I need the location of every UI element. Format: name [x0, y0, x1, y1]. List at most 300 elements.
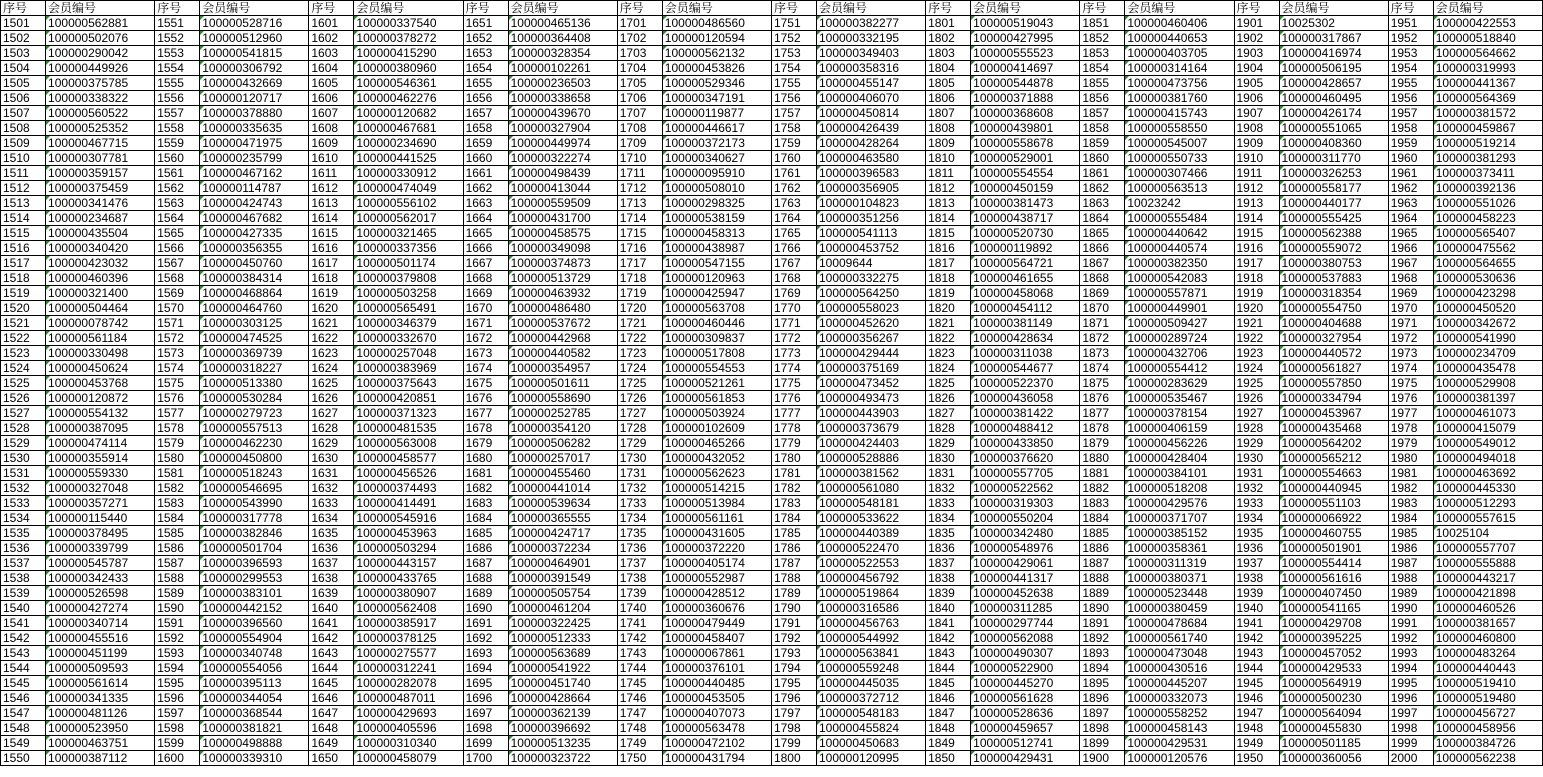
member-id-cell[interactable]: 100000413044 — [508, 181, 617, 196]
member-id-cell[interactable]: 100000474049 — [354, 181, 463, 196]
member-id-cell[interactable]: 100000452620 — [816, 316, 925, 331]
member-id-cell[interactable]: 100000562238 — [1433, 751, 1542, 766]
seq-cell[interactable]: 1740 — [617, 601, 662, 616]
seq-cell[interactable]: 1656 — [463, 91, 508, 106]
member-id-cell[interactable]: 100000486560 — [662, 16, 771, 31]
seq-cell[interactable]: 1658 — [463, 121, 508, 136]
header-member-cell[interactable]: 会员编号 — [46, 1, 155, 16]
member-id-cell[interactable]: 100000406159 — [1125, 421, 1234, 436]
member-id-cell[interactable]: 100000554553 — [662, 361, 771, 376]
member-id-cell[interactable]: 100000463932 — [508, 286, 617, 301]
seq-cell[interactable]: 1699 — [463, 736, 508, 751]
seq-cell[interactable]: 1760 — [771, 151, 816, 166]
header-member-cell[interactable]: 会员编号 — [1433, 1, 1542, 16]
member-id-cell[interactable]: 100000513380 — [200, 376, 309, 391]
seq-cell[interactable]: 1895 — [1080, 676, 1125, 691]
seq-cell[interactable]: 1622 — [309, 331, 354, 346]
header-seq-cell[interactable]: 序号 — [926, 1, 971, 16]
member-id-cell[interactable]: 100000453967 — [1279, 406, 1388, 421]
member-id-cell[interactable]: 100000095910 — [662, 166, 771, 181]
member-id-cell[interactable]: 100000505754 — [508, 586, 617, 601]
seq-cell[interactable]: 1781 — [771, 466, 816, 481]
seq-cell[interactable]: 1980 — [1388, 451, 1433, 466]
seq-cell[interactable]: 1800 — [771, 751, 816, 766]
seq-cell[interactable]: 1624 — [309, 361, 354, 376]
seq-cell[interactable]: 1594 — [155, 661, 200, 676]
seq-cell[interactable]: 1769 — [771, 286, 816, 301]
seq-cell[interactable]: 1603 — [309, 46, 354, 61]
member-id-cell[interactable]: 100000431605 — [662, 526, 771, 541]
member-id-cell[interactable]: 100000375459 — [46, 181, 155, 196]
member-id-cell[interactable]: 100000518243 — [200, 466, 309, 481]
member-id-cell[interactable]: 100000459867 — [1433, 121, 1542, 136]
seq-cell[interactable]: 1818 — [926, 271, 971, 286]
seq-cell[interactable]: 1871 — [1080, 316, 1125, 331]
header-member-cell[interactable]: 会员编号 — [200, 1, 309, 16]
seq-cell[interactable]: 1936 — [1234, 541, 1279, 556]
seq-cell[interactable]: 1899 — [1080, 736, 1125, 751]
seq-cell[interactable]: 1966 — [1388, 241, 1433, 256]
member-id-cell[interactable]: 100000548976 — [971, 541, 1080, 556]
seq-cell[interactable]: 1517 — [1, 256, 46, 271]
member-id-cell[interactable]: 100000458068 — [971, 286, 1080, 301]
member-id-cell[interactable]: 100000408360 — [1279, 136, 1388, 151]
seq-cell[interactable]: 1939 — [1234, 586, 1279, 601]
member-id-cell[interactable]: 100000541990 — [1433, 331, 1542, 346]
seq-cell[interactable]: 1668 — [463, 271, 508, 286]
seq-cell[interactable]: 1546 — [1, 691, 46, 706]
member-id-cell[interactable]: 100000378272 — [354, 31, 463, 46]
seq-cell[interactable]: 1928 — [1234, 421, 1279, 436]
seq-cell[interactable]: 1536 — [1, 541, 46, 556]
member-id-cell[interactable]: 100000458577 — [354, 451, 463, 466]
seq-cell[interactable]: 1875 — [1080, 376, 1125, 391]
seq-cell[interactable]: 1828 — [926, 421, 971, 436]
seq-cell[interactable]: 1754 — [771, 61, 816, 76]
member-id-cell[interactable]: 100000461204 — [508, 601, 617, 616]
seq-cell[interactable]: 1796 — [771, 691, 816, 706]
seq-cell[interactable]: 1698 — [463, 721, 508, 736]
seq-cell[interactable]: 1585 — [155, 526, 200, 541]
seq-cell[interactable]: 1577 — [155, 406, 200, 421]
seq-cell[interactable]: 1521 — [1, 316, 46, 331]
seq-cell[interactable]: 1588 — [155, 571, 200, 586]
seq-cell[interactable]: 1676 — [463, 391, 508, 406]
seq-cell[interactable]: 1563 — [155, 196, 200, 211]
member-id-cell[interactable]: 100000373411 — [1433, 166, 1542, 181]
member-id-cell[interactable]: 100000546695 — [200, 481, 309, 496]
member-id-cell[interactable]: 100000303125 — [200, 316, 309, 331]
seq-cell[interactable]: 1505 — [1, 76, 46, 91]
seq-cell[interactable]: 1614 — [309, 211, 354, 226]
member-id-cell[interactable]: 100000332073 — [1125, 691, 1234, 706]
seq-cell[interactable]: 1736 — [617, 541, 662, 556]
member-id-cell[interactable]: 100000314164 — [1125, 61, 1234, 76]
member-id-cell[interactable]: 100000517808 — [662, 346, 771, 361]
member-id-cell[interactable]: 100000506195 — [1279, 61, 1388, 76]
seq-cell[interactable]: 1666 — [463, 241, 508, 256]
seq-cell[interactable]: 1616 — [309, 241, 354, 256]
member-id-cell[interactable]: 100000378880 — [200, 106, 309, 121]
seq-cell[interactable]: 1537 — [1, 556, 46, 571]
seq-cell[interactable]: 1958 — [1388, 121, 1433, 136]
seq-cell[interactable]: 1564 — [155, 211, 200, 226]
seq-cell[interactable]: 1860 — [1080, 151, 1125, 166]
seq-cell[interactable]: 1540 — [1, 601, 46, 616]
member-id-cell[interactable]: 100000446617 — [662, 121, 771, 136]
seq-cell[interactable]: 1823 — [926, 346, 971, 361]
seq-cell[interactable]: 1764 — [771, 211, 816, 226]
seq-cell[interactable]: 1697 — [463, 706, 508, 721]
seq-cell[interactable]: 1675 — [463, 376, 508, 391]
member-id-cell[interactable]: 100000440945 — [1279, 481, 1388, 496]
seq-cell[interactable]: 1669 — [463, 286, 508, 301]
member-id-cell[interactable]: 100000452638 — [971, 586, 1080, 601]
member-id-cell[interactable]: 100000455830 — [1279, 721, 1388, 736]
seq-cell[interactable]: 1896 — [1080, 691, 1125, 706]
seq-cell[interactable]: 1854 — [1080, 61, 1125, 76]
seq-cell[interactable]: 1653 — [463, 46, 508, 61]
seq-cell[interactable]: 1580 — [155, 451, 200, 466]
seq-cell[interactable]: 1657 — [463, 106, 508, 121]
member-id-cell[interactable]: 100000332195 — [816, 31, 925, 46]
seq-cell[interactable]: 1639 — [309, 586, 354, 601]
seq-cell[interactable]: 1791 — [771, 616, 816, 631]
seq-cell[interactable]: 1971 — [1388, 316, 1433, 331]
seq-cell[interactable]: 1804 — [926, 61, 971, 76]
seq-cell[interactable]: 1511 — [1, 166, 46, 181]
seq-cell[interactable]: 1572 — [155, 331, 200, 346]
member-id-cell[interactable]: 100000563689 — [508, 646, 617, 661]
member-id-cell[interactable]: 100000563841 — [816, 646, 925, 661]
seq-cell[interactable]: 1512 — [1, 181, 46, 196]
member-id-cell[interactable]: 100000236503 — [508, 76, 617, 91]
seq-cell[interactable]: 1888 — [1080, 571, 1125, 586]
member-id-cell[interactable]: 100000519410 — [1433, 676, 1542, 691]
seq-cell[interactable]: 1814 — [926, 211, 971, 226]
seq-cell[interactable]: 1620 — [309, 301, 354, 316]
member-id-cell[interactable]: 100000542083 — [1125, 271, 1234, 286]
member-id-cell[interactable]: 100000349098 — [508, 241, 617, 256]
member-id-cell[interactable]: 100000481535 — [354, 421, 463, 436]
seq-cell[interactable]: 1654 — [463, 61, 508, 76]
seq-cell[interactable]: 1999 — [1388, 736, 1433, 751]
seq-cell[interactable]: 1991 — [1388, 616, 1433, 631]
member-id-cell[interactable]: 100000513984 — [662, 496, 771, 511]
seq-cell[interactable]: 1611 — [309, 166, 354, 181]
seq-cell[interactable]: 1597 — [155, 706, 200, 721]
member-id-cell[interactable]: 100000427995 — [971, 31, 1080, 46]
member-id-cell[interactable]: 100000440389 — [816, 526, 925, 541]
seq-cell[interactable]: 1651 — [463, 16, 508, 31]
member-id-cell[interactable]: 100000500230 — [1279, 691, 1388, 706]
seq-cell[interactable]: 1783 — [771, 496, 816, 511]
seq-cell[interactable]: 1713 — [617, 196, 662, 211]
member-id-cell[interactable]: 100000360676 — [662, 601, 771, 616]
seq-cell[interactable]: 1900 — [1080, 751, 1125, 766]
seq-cell[interactable]: 1848 — [926, 721, 971, 736]
member-id-cell[interactable]: 10009644 — [816, 256, 925, 271]
seq-cell[interactable]: 1507 — [1, 106, 46, 121]
seq-cell[interactable]: 1745 — [617, 676, 662, 691]
member-id-cell[interactable]: 100000473756 — [1125, 76, 1234, 91]
member-id-cell[interactable]: 100000342672 — [1433, 316, 1542, 331]
seq-cell[interactable]: 1960 — [1388, 151, 1433, 166]
seq-cell[interactable]: 1789 — [771, 586, 816, 601]
seq-cell[interactable]: 1553 — [155, 46, 200, 61]
member-id-cell[interactable]: 100000467162 — [200, 166, 309, 181]
seq-cell[interactable]: 1897 — [1080, 706, 1125, 721]
member-id-cell[interactable]: 100000319993 — [1433, 61, 1542, 76]
member-id-cell[interactable]: 100000378154 — [1125, 406, 1234, 421]
seq-cell[interactable]: 1972 — [1388, 331, 1433, 346]
member-id-cell[interactable]: 100000544677 — [971, 361, 1080, 376]
member-id-cell[interactable]: 100000431700 — [508, 211, 617, 226]
member-id-cell[interactable]: 100000381760 — [1125, 91, 1234, 106]
seq-cell[interactable]: 1912 — [1234, 181, 1279, 196]
member-id-cell[interactable]: 100000067861 — [662, 646, 771, 661]
member-id-cell[interactable]: 100000464901 — [508, 556, 617, 571]
member-id-cell[interactable]: 100000395113 — [200, 676, 309, 691]
seq-cell[interactable]: 1586 — [155, 541, 200, 556]
seq-cell[interactable]: 1943 — [1234, 646, 1279, 661]
seq-cell[interactable]: 1677 — [463, 406, 508, 421]
seq-cell[interactable]: 1964 — [1388, 211, 1433, 226]
member-id-cell[interactable]: 100000322425 — [508, 616, 617, 631]
seq-cell[interactable]: 1508 — [1, 121, 46, 136]
seq-cell[interactable]: 1632 — [309, 481, 354, 496]
member-id-cell[interactable]: 100000562132 — [662, 46, 771, 61]
seq-cell[interactable]: 1637 — [309, 556, 354, 571]
seq-cell[interactable]: 1920 — [1234, 301, 1279, 316]
member-id-cell[interactable]: 100000441014 — [508, 481, 617, 496]
member-id-cell[interactable]: 100000543990 — [200, 496, 309, 511]
seq-cell[interactable]: 1948 — [1234, 721, 1279, 736]
seq-cell[interactable]: 1902 — [1234, 31, 1279, 46]
seq-cell[interactable]: 1552 — [155, 31, 200, 46]
seq-cell[interactable]: 1523 — [1, 346, 46, 361]
seq-cell[interactable]: 1732 — [617, 481, 662, 496]
seq-cell[interactable]: 1990 — [1388, 601, 1433, 616]
member-id-cell[interactable]: 100000550204 — [971, 511, 1080, 526]
member-id-cell[interactable]: 100000428657 — [1279, 76, 1388, 91]
member-id-cell[interactable]: 100000528716 — [200, 16, 309, 31]
member-id-cell[interactable]: 100000429061 — [971, 556, 1080, 571]
member-id-cell[interactable]: 100000456727 — [1433, 706, 1542, 721]
member-id-cell[interactable]: 100000340714 — [46, 616, 155, 631]
member-id-cell[interactable]: 100000383969 — [354, 361, 463, 376]
member-id-cell[interactable]: 100000335635 — [200, 121, 309, 136]
member-id-cell[interactable]: 100000347191 — [662, 91, 771, 106]
header-member-cell[interactable]: 会员编号 — [971, 1, 1080, 16]
seq-cell[interactable]: 1865 — [1080, 226, 1125, 241]
member-id-cell[interactable]: 100000428664 — [508, 691, 617, 706]
seq-cell[interactable]: 1633 — [309, 496, 354, 511]
seq-cell[interactable]: 1560 — [155, 151, 200, 166]
seq-cell[interactable]: 1817 — [926, 256, 971, 271]
seq-cell[interactable]: 1528 — [1, 421, 46, 436]
member-id-cell[interactable]: 100000562408 — [354, 601, 463, 616]
seq-cell[interactable]: 1717 — [617, 256, 662, 271]
seq-cell[interactable]: 1874 — [1080, 361, 1125, 376]
seq-cell[interactable]: 1777 — [771, 406, 816, 421]
seq-cell[interactable]: 1630 — [309, 451, 354, 466]
member-id-cell[interactable]: 100000467682 — [200, 211, 309, 226]
seq-cell[interactable]: 1977 — [1388, 406, 1433, 421]
member-id-cell[interactable]: 100000551065 — [1279, 121, 1388, 136]
seq-cell[interactable]: 1795 — [771, 676, 816, 691]
member-id-cell[interactable]: 100000421898 — [1433, 586, 1542, 601]
member-id-cell[interactable]: 100000465136 — [508, 16, 617, 31]
seq-cell[interactable]: 1516 — [1, 241, 46, 256]
seq-cell[interactable]: 1544 — [1, 661, 46, 676]
seq-cell[interactable]: 1711 — [617, 166, 662, 181]
seq-cell[interactable]: 1963 — [1388, 196, 1433, 211]
member-id-cell[interactable]: 100000494018 — [1433, 451, 1542, 466]
member-id-cell[interactable]: 100000562088 — [971, 631, 1080, 646]
member-id-cell[interactable]: 100000382350 — [1125, 256, 1234, 271]
seq-cell[interactable]: 1855 — [1080, 76, 1125, 91]
seq-cell[interactable]: 1626 — [309, 391, 354, 406]
member-id-cell[interactable]: 100000541815 — [200, 46, 309, 61]
header-seq-cell[interactable]: 序号 — [155, 1, 200, 16]
seq-cell[interactable]: 1587 — [155, 556, 200, 571]
seq-cell[interactable]: 1812 — [926, 181, 971, 196]
seq-cell[interactable]: 1891 — [1080, 616, 1125, 631]
seq-cell[interactable]: 1746 — [617, 691, 662, 706]
member-id-cell[interactable]: 100000316586 — [816, 601, 925, 616]
member-id-cell[interactable]: 100000433765 — [354, 571, 463, 586]
seq-cell[interactable]: 1833 — [926, 496, 971, 511]
member-id-cell[interactable]: 100000356905 — [816, 181, 925, 196]
seq-cell[interactable]: 1645 — [309, 676, 354, 691]
seq-cell[interactable]: 1792 — [771, 631, 816, 646]
seq-cell[interactable]: 1801 — [926, 16, 971, 31]
member-id-cell[interactable]: 100000450683 — [816, 736, 925, 751]
seq-cell[interactable]: 1721 — [617, 316, 662, 331]
member-id-cell[interactable]: 100000311319 — [1125, 556, 1234, 571]
seq-cell[interactable]: 1691 — [463, 616, 508, 631]
seq-cell[interactable]: 1693 — [463, 646, 508, 661]
member-id-cell[interactable]: 100000380753 — [1279, 256, 1388, 271]
seq-cell[interactable]: 1681 — [463, 466, 508, 481]
member-id-cell[interactable]: 100000429444 — [816, 346, 925, 361]
seq-cell[interactable]: 1743 — [617, 646, 662, 661]
header-seq-cell[interactable]: 序号 — [771, 1, 816, 16]
member-id-cell[interactable]: 100000306792 — [200, 61, 309, 76]
member-id-cell[interactable]: 100000312241 — [354, 661, 463, 676]
seq-cell[interactable]: 1631 — [309, 466, 354, 481]
seq-cell[interactable]: 1591 — [155, 616, 200, 631]
seq-cell[interactable]: 1707 — [617, 106, 662, 121]
seq-cell[interactable]: 1831 — [926, 466, 971, 481]
seq-cell[interactable]: 1830 — [926, 451, 971, 466]
seq-cell[interactable]: 1504 — [1, 61, 46, 76]
member-id-cell[interactable]: 100000455824 — [816, 721, 925, 736]
member-id-cell[interactable]: 100000119877 — [662, 106, 771, 121]
seq-cell[interactable]: 1894 — [1080, 661, 1125, 676]
seq-cell[interactable]: 1965 — [1388, 226, 1433, 241]
member-id-cell[interactable]: 100000467715 — [46, 136, 155, 151]
seq-cell[interactable]: 1646 — [309, 691, 354, 706]
seq-cell[interactable]: 1558 — [155, 121, 200, 136]
seq-cell[interactable]: 1786 — [771, 541, 816, 556]
member-id-cell[interactable]: 100000435504 — [46, 226, 155, 241]
member-id-cell[interactable]: 100000311285 — [971, 601, 1080, 616]
seq-cell[interactable]: 1774 — [771, 361, 816, 376]
member-id-cell[interactable]: 100000498888 — [200, 736, 309, 751]
seq-cell[interactable]: 1845 — [926, 676, 971, 691]
member-id-cell[interactable]: 100000501185 — [1279, 736, 1388, 751]
member-id-cell[interactable]: 100000327954 — [1279, 331, 1388, 346]
member-id-cell[interactable]: 100000381572 — [1433, 106, 1542, 121]
seq-cell[interactable]: 1638 — [309, 571, 354, 586]
member-id-cell[interactable]: 100000346379 — [354, 316, 463, 331]
member-id-cell[interactable]: 100000564919 — [1279, 676, 1388, 691]
seq-cell[interactable]: 1907 — [1234, 106, 1279, 121]
member-id-cell[interactable]: 100000376101 — [662, 661, 771, 676]
member-id-cell[interactable]: 100000518840 — [1433, 31, 1542, 46]
member-id-cell[interactable]: 100000529908 — [1433, 376, 1542, 391]
member-id-cell[interactable]: 100000456763 — [816, 616, 925, 631]
member-id-cell[interactable]: 100000442152 — [200, 601, 309, 616]
seq-cell[interactable]: 1947 — [1234, 706, 1279, 721]
member-id-cell[interactable]: 100000514215 — [662, 481, 771, 496]
seq-cell[interactable]: 1515 — [1, 226, 46, 241]
member-id-cell[interactable]: 100000351256 — [816, 211, 925, 226]
seq-cell[interactable]: 1788 — [771, 571, 816, 586]
member-id-cell[interactable]: 100000503294 — [354, 541, 463, 556]
member-id-cell[interactable]: 100000279723 — [200, 406, 309, 421]
member-id-cell[interactable]: 100000441525 — [354, 151, 463, 166]
seq-cell[interactable]: 1604 — [309, 61, 354, 76]
member-id-cell[interactable]: 100000565491 — [354, 301, 463, 316]
seq-cell[interactable]: 1566 — [155, 241, 200, 256]
member-id-cell[interactable]: 100000529001 — [971, 151, 1080, 166]
seq-cell[interactable]: 1623 — [309, 346, 354, 361]
seq-cell[interactable]: 1595 — [155, 676, 200, 691]
member-id-cell[interactable]: 100000405174 — [662, 556, 771, 571]
seq-cell[interactable]: 1869 — [1080, 286, 1125, 301]
member-id-cell[interactable]: 100000535467 — [1125, 391, 1234, 406]
seq-cell[interactable]: 1799 — [771, 736, 816, 751]
seq-cell[interactable]: 1617 — [309, 256, 354, 271]
member-id-cell[interactable]: 100000463751 — [46, 736, 155, 751]
member-id-cell[interactable]: 100000555425 — [1279, 211, 1388, 226]
seq-cell[interactable]: 1820 — [926, 301, 971, 316]
seq-cell[interactable]: 1837 — [926, 556, 971, 571]
seq-cell[interactable]: 1605 — [309, 76, 354, 91]
member-id-cell[interactable]: 100000558678 — [971, 136, 1080, 151]
seq-cell[interactable]: 1880 — [1080, 451, 1125, 466]
member-id-cell[interactable]: 100000383101 — [200, 586, 309, 601]
seq-cell[interactable]: 1922 — [1234, 331, 1279, 346]
seq-cell[interactable]: 1708 — [617, 121, 662, 136]
member-id-cell[interactable]: 100000461655 — [971, 271, 1080, 286]
member-id-cell[interactable]: 100000564250 — [816, 286, 925, 301]
member-id-cell[interactable]: 100000512960 — [200, 31, 309, 46]
seq-cell[interactable]: 1660 — [463, 151, 508, 166]
member-id-cell[interactable]: 100000440177 — [1279, 196, 1388, 211]
member-id-cell[interactable]: 100000458079 — [354, 751, 463, 766]
seq-cell[interactable]: 1927 — [1234, 406, 1279, 421]
member-id-cell[interactable]: 100000384314 — [200, 271, 309, 286]
seq-cell[interactable]: 1748 — [617, 721, 662, 736]
seq-cell[interactable]: 1542 — [1, 631, 46, 646]
seq-cell[interactable]: 1813 — [926, 196, 971, 211]
member-id-cell[interactable]: 100000554904 — [200, 631, 309, 646]
seq-cell[interactable]: 1873 — [1080, 346, 1125, 361]
